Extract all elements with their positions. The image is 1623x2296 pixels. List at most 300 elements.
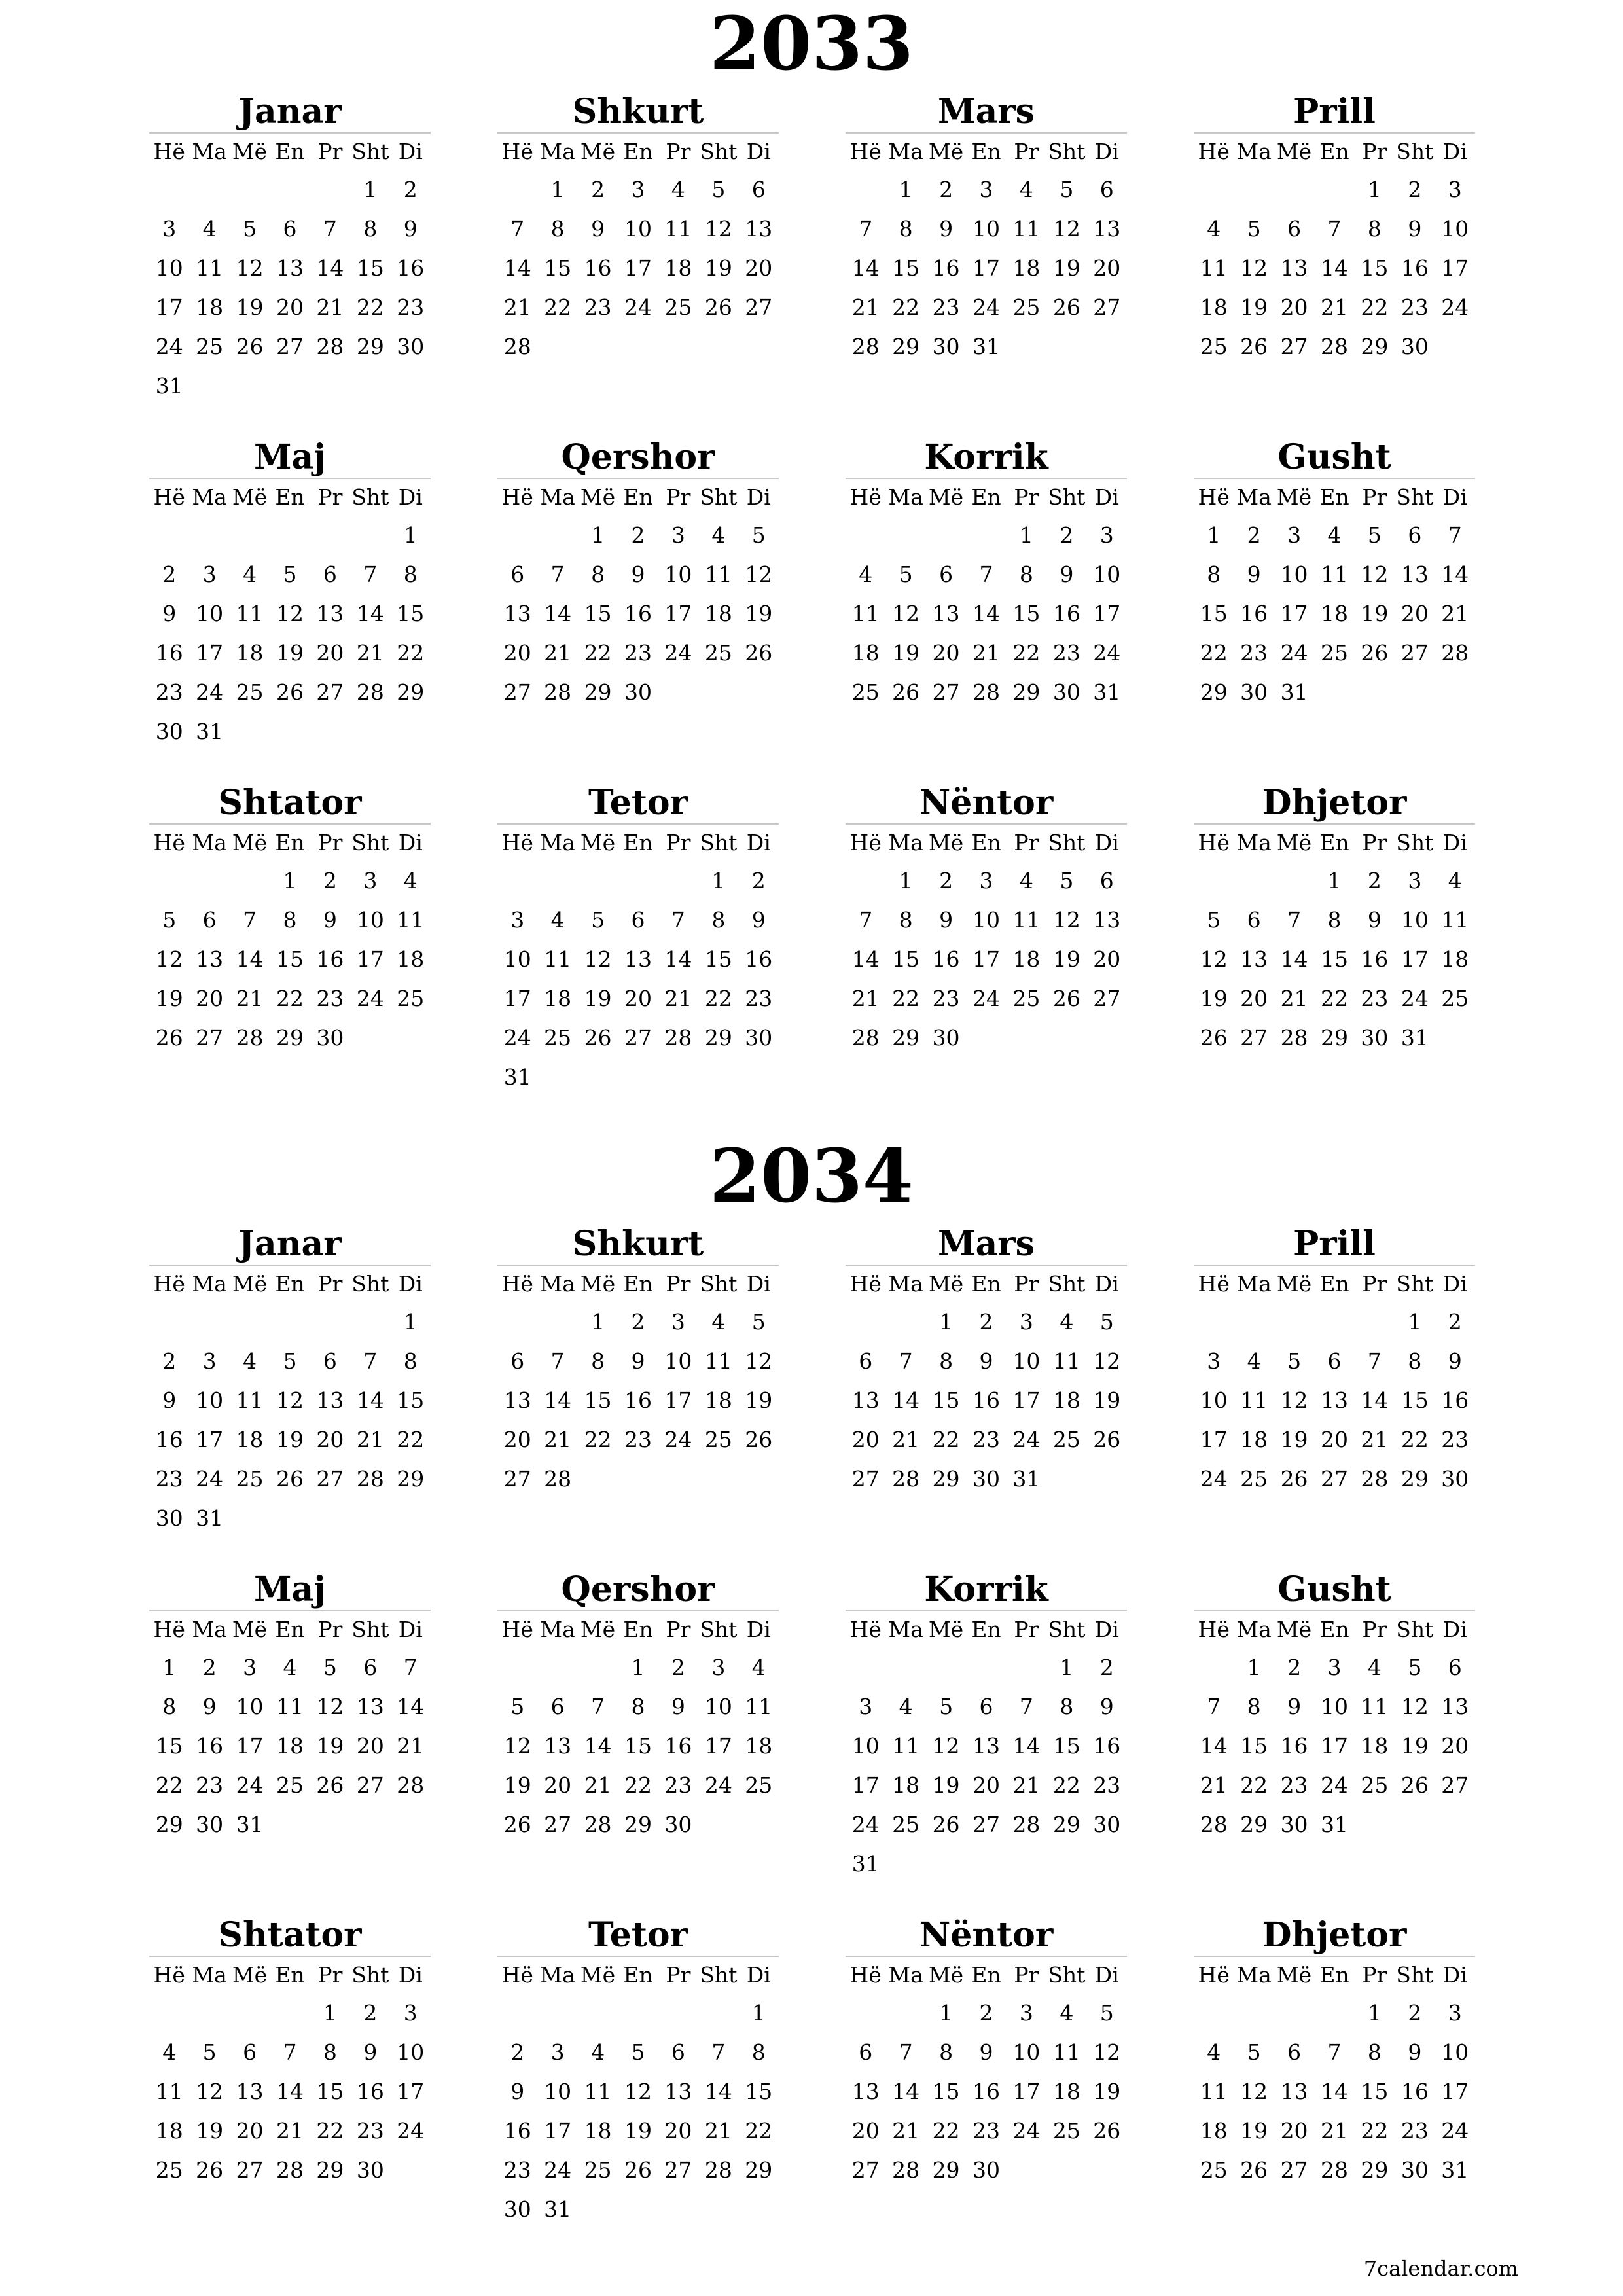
day-cell: 5 [1060,177,1074,202]
day-cell: 14 [972,601,1000,626]
day-cell: 28 [544,679,572,705]
day-cell: 5 [283,562,297,587]
day-cell: 10 [972,216,1000,242]
empty-day-cell [846,1648,885,1687]
day-cell: 1 [1367,177,1382,202]
day-cell: 3 [671,1309,685,1335]
day-cell: 23 [397,295,425,320]
day-cell: 28 [851,1025,880,1050]
day-cell: 24 [356,986,384,1011]
day-cell: 18 [397,946,425,972]
month-calendar [1194,1915,1475,2190]
day-cell: 8 [550,216,565,242]
day-cell: 29 [1361,334,1389,359]
day-cell: 16 [1093,1733,1121,1759]
day-cell: 16 [155,640,183,666]
day-cell: 7 [510,216,525,242]
day-cell: 25 [892,1812,920,1837]
day-cell: 23 [972,2118,1000,2144]
day-cell: 19 [316,1733,344,1759]
month-name: Gusht [1277,437,1391,477]
empty-day-cell [350,516,390,555]
day-grid [149,1611,431,1844]
day-cell: 21 [972,640,1000,666]
day-cell: 19 [276,1427,304,1452]
day-cell: 4 [591,2039,605,2065]
day-cell: 18 [704,601,732,626]
day-cell: 24 [196,1466,224,1492]
month-name: Gusht [1277,1570,1391,1609]
day-cell: 9 [671,1694,685,1719]
day-cell: 15 [584,601,612,626]
day-cell: 31 [196,1505,224,1531]
day-cell: 22 [1361,2118,1389,2144]
day-cell: 2 [751,868,766,893]
day-cell: 12 [1093,2039,1121,2065]
day-cell: 17 [1093,601,1121,626]
day-cell: 27 [1240,1025,1268,1050]
weekday-header: En [971,1962,1001,1988]
day-cell: 15 [1052,1733,1080,1759]
weekday-header: Ma [540,1617,575,1642]
day-cell: 20 [503,640,531,666]
day-cell: 17 [155,295,183,320]
day-cell: 15 [356,255,384,281]
day-cell: 26 [1093,1427,1121,1452]
day-cell: 25 [584,2157,612,2183]
day-cell: 23 [932,986,960,1011]
day-cell: 10 [972,907,1000,933]
day-cell: 14 [397,1694,425,1719]
weekday-header: Sht [1048,830,1086,855]
day-cell: 20 [745,255,773,281]
weekday-header: Di [1094,1617,1119,1642]
day-cell: 10 [397,2039,425,2065]
day-cell: 8 [939,1348,954,1374]
day-cell: 12 [1052,907,1080,933]
day-cell: 17 [196,640,224,666]
day-cell: 30 [1441,1466,1469,1492]
weekday-header: Më [580,484,616,510]
day-cell: 31 [544,2197,572,2222]
day-cell: 3 [403,2000,418,2026]
empty-day-cell [618,1994,658,2033]
day-cell: 16 [397,255,425,281]
day-cell: 3 [1327,1655,1342,1680]
weekday-header: En [275,830,305,855]
weekday-header: Ma [192,1962,227,1988]
weekday-header: En [971,830,1001,855]
day-cell: 16 [745,946,773,972]
day-cell: 22 [1400,1427,1429,1452]
day-cell: 19 [155,986,183,1011]
day-cell: 7 [323,216,337,242]
empty-day-cell [149,516,189,555]
day-cell: 3 [1207,1348,1221,1374]
day-cell: 24 [664,640,692,666]
day-cell: 8 [631,1694,645,1719]
day-grid [497,1611,779,1844]
day-cell: 30 [972,2157,1000,2183]
day-cell: 13 [1320,1388,1348,1413]
day-cell: 5 [323,1655,337,1680]
day-cell: 1 [403,1309,418,1335]
empty-day-cell [189,861,229,901]
day-cell: 1 [1207,522,1221,548]
weekday-header: Sht [351,1617,389,1642]
day-cell: 19 [745,1388,773,1413]
day-cell: 20 [544,1772,572,1798]
day-cell: 3 [1019,2000,1033,2026]
day-cell: 21 [851,986,880,1011]
day-cell: 11 [1052,2039,1080,2065]
weekday-header: Hë [153,139,185,164]
day-cell: 5 [202,2039,217,2065]
day-cell: 9 [939,907,954,933]
day-cell: 20 [276,295,304,320]
day-cell: 7 [1019,1694,1033,1719]
day-cell: 8 [591,562,605,587]
day-cell: 18 [1052,1388,1080,1413]
day-cell: 27 [745,295,773,320]
empty-day-cell [1194,861,1234,901]
empty-day-cell [350,1302,390,1342]
day-cell: 23 [155,1466,183,1492]
day-cell: 5 [1287,1348,1302,1374]
day-cell: 25 [1052,2118,1080,2144]
day-cell: 11 [1012,907,1041,933]
day-cell: 19 [584,986,612,1011]
day-cell: 4 [1367,1655,1382,1680]
weekday-header: En [275,1271,305,1297]
weekday-header: Ma [192,484,227,510]
day-cell: 6 [1099,868,1114,893]
day-cell: 4 [711,522,726,548]
day-cell: 13 [356,1694,384,1719]
day-cell: 1 [1060,1655,1074,1680]
day-cell: 5 [1367,522,1382,548]
day-cell: 26 [892,679,920,705]
empty-day-cell [1234,1994,1274,2033]
day-cell: 23 [584,295,612,320]
day-cell: 24 [972,295,1000,320]
day-cell: 13 [745,216,773,242]
day-cell: 29 [584,679,612,705]
day-cell: 2 [162,562,177,587]
weekday-header: En [623,1617,653,1642]
weekday-header: Pr [1362,1271,1387,1297]
weekday-header: Di [1442,484,1467,510]
day-cell: 14 [276,2079,304,2104]
month-name: Korrik [924,437,1048,477]
weekday-header: Sht [351,484,389,510]
day-cell: 9 [1408,216,1422,242]
day-cell: 18 [155,2118,183,2144]
day-cell: 30 [1052,679,1080,705]
day-cell: 8 [899,907,913,933]
weekday-header: Ma [1236,484,1272,510]
weekday-header: En [623,139,653,164]
weekday-header: Sht [700,484,738,510]
day-cell: 9 [1099,1694,1114,1719]
day-cell: 15 [1200,601,1228,626]
day-cell: 1 [939,1309,954,1335]
weekday-header: Di [746,1962,771,1988]
day-cell: 8 [1367,2039,1382,2065]
day-cell: 25 [397,986,425,1011]
day-cell: 6 [510,1348,525,1374]
weekday-header: Pr [666,1271,691,1297]
day-cell: 17 [1200,1427,1228,1452]
day-cell: 27 [356,1772,384,1798]
day-cell: 30 [932,1025,960,1050]
day-cell: 13 [316,1388,344,1413]
day-cell: 23 [503,2157,531,2183]
day-cell: 15 [704,946,732,972]
day-cell: 2 [1060,522,1074,548]
weekday-header: Më [232,1962,268,1988]
month-calendar [1194,1570,1475,1844]
day-cell: 8 [162,1694,177,1719]
month-calendar [149,1570,431,1844]
day-cell: 7 [859,216,873,242]
day-cell: 24 [503,1025,531,1050]
day-cell: 7 [899,2039,913,2065]
day-cell: 9 [1287,1694,1302,1719]
day-cell: 24 [704,1772,732,1798]
weekday-header: En [623,1962,653,1988]
weekday-header: Më [232,139,268,164]
day-cell: 29 [1361,2157,1389,2183]
empty-day-cell [885,1994,925,2033]
day-cell: 21 [892,1427,920,1452]
day-cell: 6 [859,2039,873,2065]
empty-day-cell [846,516,885,555]
day-cell: 11 [1052,1348,1080,1374]
day-cell: 16 [972,2079,1000,2104]
weekday-header: Pr [317,139,343,164]
day-cell: 22 [276,986,304,1011]
empty-day-cell [497,1648,537,1687]
day-cell: 29 [932,1466,960,1492]
day-cell: 18 [1012,255,1041,281]
day-cell: 11 [892,1733,920,1759]
weekday-header: Ma [192,139,227,164]
day-cell: 11 [544,946,572,972]
day-cell: 18 [544,986,572,1011]
empty-day-cell [270,170,310,209]
day-cell: 14 [503,255,531,281]
day-cell: 24 [1441,295,1469,320]
day-cell: 19 [276,640,304,666]
day-cell: 14 [356,601,384,626]
day-cell: 3 [1448,177,1462,202]
day-cell: 19 [892,640,920,666]
weekday-header: Më [580,1617,616,1642]
day-cell: 30 [1093,1812,1121,1837]
day-cell: 24 [972,986,1000,1011]
day-cell: 22 [316,2118,344,2144]
weekday-header: Hë [153,1617,185,1642]
day-cell: 25 [276,1772,304,1798]
day-cell: 11 [397,907,425,933]
day-cell: 1 [550,177,565,202]
day-cell: 14 [544,601,572,626]
day-cell: 2 [1408,2000,1422,2026]
day-cell: 13 [544,1733,572,1759]
weekday-header: Di [398,484,423,510]
weekday-header: Pr [1362,830,1387,855]
day-grid [149,134,431,406]
day-cell: 22 [397,640,425,666]
weekday-header: Hë [501,484,533,510]
weekday-header: Hë [153,1271,185,1297]
day-cell: 28 [356,679,384,705]
day-cell: 18 [236,1427,264,1452]
day-cell: 12 [1400,1694,1429,1719]
day-cell: 9 [403,216,418,242]
day-cell: 26 [1240,334,1268,359]
day-cell: 30 [397,334,425,359]
day-cell: 4 [751,1655,766,1680]
day-cell: 21 [356,640,384,666]
day-cell: 5 [591,907,605,933]
weekday-header: Sht [1396,1962,1434,1988]
day-cell: 30 [196,1812,224,1837]
day-cell: 21 [892,2118,920,2144]
day-cell: 11 [1361,1694,1389,1719]
day-cell: 29 [1320,1025,1348,1050]
day-cell: 6 [1287,216,1302,242]
day-cell: 17 [397,2079,425,2104]
day-cell: 27 [544,1812,572,1837]
day-cell: 21 [544,640,572,666]
day-cell: 16 [1361,946,1389,972]
day-cell: 9 [1247,562,1261,587]
weekday-header: Më [928,1962,964,1988]
day-cell: 26 [1093,2118,1121,2144]
day-cell: 17 [1400,946,1429,972]
day-cell: 28 [1361,1466,1389,1492]
weekday-header: En [623,830,653,855]
day-cell: 20 [503,1427,531,1452]
day-cell: 28 [503,334,531,359]
day-cell: 7 [243,907,257,933]
empty-day-cell [270,1994,310,2033]
day-cell: 29 [932,2157,960,2183]
empty-day-cell [189,170,229,209]
day-cell: 22 [932,2118,960,2144]
day-cell: 18 [1361,1733,1389,1759]
day-cell: 10 [155,255,183,281]
day-cell: 18 [704,1388,732,1413]
day-cell: 7 [899,1348,913,1374]
day-cell: 1 [162,1655,177,1680]
day-cell: 20 [1320,1427,1348,1452]
day-cell: 23 [1093,1772,1121,1798]
day-cell: 4 [283,1655,297,1680]
day-cell: 9 [1367,907,1382,933]
day-cell: 5 [1247,2039,1261,2065]
day-cell: 19 [745,601,773,626]
day-cell: 4 [1060,2000,1074,2026]
day-cell: 28 [892,2157,920,2183]
day-cell: 11 [236,1388,264,1413]
weekday-header: En [971,484,1001,510]
day-cell: 30 [624,679,652,705]
day-cell: 3 [202,1348,217,1374]
empty-day-cell [497,1302,537,1342]
day-cell: 12 [1052,216,1080,242]
day-cell: 1 [1019,522,1033,548]
day-cell: 1 [283,868,297,893]
day-cell: 8 [899,216,913,242]
day-cell: 4 [671,177,685,202]
day-cell: 3 [1287,522,1302,548]
empty-day-cell [1194,170,1234,209]
day-cell: 1 [403,522,418,548]
day-cell: 1 [711,868,726,893]
day-cell: 10 [704,1694,732,1719]
weekday-header: Hë [849,1617,882,1642]
day-cell: 27 [316,1466,344,1492]
month-name: Shtator [218,1915,362,1955]
day-cell: 22 [745,2118,773,2144]
day-grid [149,1957,431,2190]
day-cell: 22 [584,1427,612,1452]
day-cell: 15 [745,2079,773,2104]
day-cell: 8 [283,907,297,933]
day-cell: 11 [196,255,224,281]
weekday-header: Ma [192,1617,227,1642]
weekday-header: Pr [1014,139,1039,164]
weekday-header: Më [580,139,616,164]
day-cell: 8 [1019,562,1033,587]
day-cell: 22 [704,986,732,1011]
weekday-header: Ma [1236,1962,1272,1988]
day-cell: 3 [510,907,525,933]
empty-day-cell [497,170,537,209]
empty-day-cell [1274,170,1314,209]
day-cell: 4 [1207,216,1221,242]
day-cell: 6 [671,2039,685,2065]
day-cell: 1 [1408,1309,1422,1335]
empty-day-cell [1314,1994,1354,2033]
day-cell: 30 [1400,2157,1429,2183]
day-cell: 7 [550,1348,565,1374]
day-cell: 14 [1012,1733,1041,1759]
empty-day-cell [310,170,350,209]
day-cell: 31 [1400,1025,1429,1050]
month-calendar [497,783,779,1097]
empty-day-cell [618,861,658,901]
day-cell: 17 [1280,601,1308,626]
day-cell: 12 [745,1348,773,1374]
day-cell: 16 [1052,601,1080,626]
day-cell: 16 [155,1427,183,1452]
day-cell: 5 [939,1694,954,1719]
day-cell: 14 [1320,255,1348,281]
day-cell: 22 [397,1427,425,1452]
weekday-header: Di [398,1271,423,1297]
day-cell: 16 [1280,1733,1308,1759]
weekday-header: Sht [700,1962,738,1988]
empty-day-cell [966,516,1006,555]
day-cell: 5 [1408,1655,1422,1680]
day-cell: 17 [1012,1388,1041,1413]
weekday-header: Di [398,830,423,855]
weekday-header: En [275,139,305,164]
